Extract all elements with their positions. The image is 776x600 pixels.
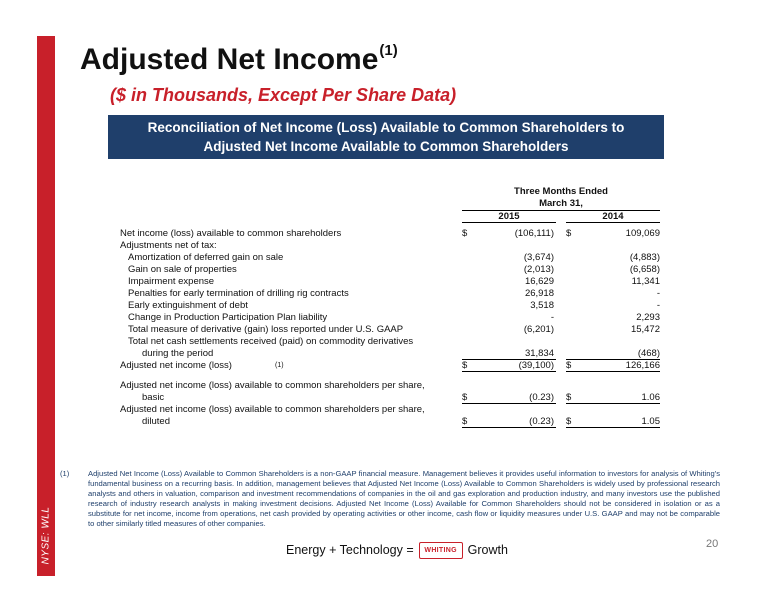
- period-date-header: March 31,: [539, 198, 583, 209]
- ticker-label: NYSE: WLL: [40, 506, 52, 564]
- value-2014: 2,293: [636, 312, 660, 323]
- currency-symbol: $: [462, 416, 468, 427]
- value-2015: 26,918: [524, 288, 554, 299]
- value-2014: 126,166: [625, 360, 660, 371]
- row-label: Adjusted net income (loss): [120, 360, 232, 371]
- table-row: [120, 392, 660, 404]
- value-2015: 16,629: [524, 276, 554, 287]
- value-2014: -: [656, 300, 660, 311]
- banner-line-1: Reconciliation of Net Income (Loss) Available to Common Shareholders to: [147, 120, 625, 135]
- tagline: [286, 540, 508, 560]
- value-2015: (6,201): [523, 324, 554, 335]
- value-2015: (3,674): [523, 252, 554, 263]
- value-2015: (2,013): [523, 264, 554, 275]
- value-2015: 3,518: [530, 300, 554, 311]
- value-2015: 31,834: [524, 348, 554, 359]
- table-row: [120, 300, 660, 312]
- row-label: Net income (loss) available to common shareholders: [120, 228, 342, 239]
- table-row: [120, 264, 660, 276]
- table-row: [120, 336, 660, 348]
- year-header-row: [462, 210, 660, 223]
- period-header: Three Months Ended: [514, 186, 608, 197]
- table-row: [120, 276, 660, 288]
- currency-symbol: $: [566, 360, 572, 371]
- total-underline: [462, 427, 556, 428]
- currency-symbol: $: [566, 392, 572, 403]
- value-2015: (39,100): [518, 360, 554, 371]
- value-2015: (0.23): [529, 416, 554, 427]
- whiting-logo: WHITING: [419, 542, 463, 559]
- tagline-right: Growth: [467, 543, 508, 557]
- tagline-left: Energy + Technology =: [286, 543, 414, 557]
- table-row: [120, 288, 660, 300]
- value-2014: 15,472: [630, 324, 660, 335]
- value-2014: (468): [637, 348, 660, 359]
- value-2014: 1.05: [641, 416, 660, 427]
- year-2015-header: 2015: [462, 211, 556, 223]
- table-row: [120, 404, 660, 416]
- value-2014: 1.06: [641, 392, 660, 403]
- value-2014: 11,341: [631, 276, 660, 287]
- currency-symbol: $: [462, 228, 468, 239]
- table-row: [120, 252, 660, 264]
- row-label: Total measure of derivative (gain) loss reported under U.S. GAAP: [128, 324, 404, 335]
- row-label: Adjusted net income (loss) available to common shareholders per share,: [120, 380, 425, 391]
- row-label: Penalties for early termination of drilling rig contracts: [128, 288, 349, 299]
- total-underline: [566, 371, 660, 372]
- page-subtitle: ($ in Thousands, Except Per Share Data): [110, 85, 457, 105]
- value-2014: (4,883): [629, 252, 660, 263]
- footnote-number: (1): [60, 469, 70, 478]
- row-label: Total net cash settlements received (paid) on commodity derivatives: [128, 336, 414, 347]
- row-label: basic: [142, 392, 165, 403]
- currency-symbol: $: [566, 228, 572, 239]
- value-2015: -: [550, 312, 554, 323]
- currency-symbol: $: [566, 416, 572, 427]
- year-2014-header: 2014: [566, 211, 660, 223]
- value-2014: 109,069: [625, 228, 660, 239]
- row-label: Adjustments net of tax:: [120, 240, 217, 251]
- row-label: Adjusted net income (loss) available to common shareholders per share,: [120, 404, 425, 415]
- side-accent-bar: [37, 36, 55, 576]
- row-label: Change in Production Participation Plan liability: [128, 312, 328, 323]
- footnote-text: Adjusted Net Income (Loss) Available to Common Shareholders is a non-GAAP financial measure. Management believes it provides useful information to investors for analysis of Whiting's fundamental business on a recurring basis. In addition, management believes that Adjusted Net Income (Loss) Available to Common Shareholders is widely used by professional research analysts and others in valuation, comparison and investment recommendations of companies in the oil and gas exploration and production industry, and many investors use the published research of industry research analysts in making investment decisions. Adjusted Net Income (Loss) Available for Common Shareholders should not be considered in isolation or as a substitute for net income, income from operations, net cash provided by operating activities or other income, cash flow or liquidity measures under U.S. GAAP and may not be comparable to other similarly titled measures of other companies.: [88, 469, 720, 528]
- table-row: [120, 312, 660, 324]
- section-banner: [108, 115, 664, 159]
- row-label: diluted: [142, 416, 170, 427]
- table-row: [120, 324, 660, 336]
- row-label: Early extinguishment of debt: [128, 300, 248, 311]
- value-2015: (0.23): [529, 392, 554, 403]
- row-label: Amortization of deferred gain on sale: [128, 252, 284, 263]
- row-label: during the period: [142, 348, 214, 359]
- table-row: [120, 348, 660, 360]
- title-footnote-marker: (1): [379, 42, 398, 59]
- row-label: Impairment expense: [128, 276, 215, 287]
- page-title: Adjusted Net Income$^{(1)}$: [80, 42, 398, 76]
- table-row: [120, 360, 660, 372]
- row-label: Gain on sale of properties: [128, 264, 237, 275]
- value-2014: (6,658): [629, 264, 660, 275]
- table-row: [120, 416, 660, 428]
- total-underline: [462, 371, 556, 372]
- table-row: [120, 380, 660, 392]
- table-row: [120, 240, 660, 252]
- value-2015: (106,111): [514, 228, 554, 239]
- currency-symbol: $: [462, 392, 468, 403]
- table-row: [120, 228, 660, 240]
- total-underline: [566, 427, 660, 428]
- page-number: 20: [706, 538, 719, 550]
- banner-line-2: Adjusted Net Income Available to Common Shareholders: [203, 139, 569, 154]
- row-label-footnote-marker: (1): [275, 362, 284, 369]
- value-2014: -: [656, 288, 660, 299]
- currency-symbol: $: [462, 360, 468, 371]
